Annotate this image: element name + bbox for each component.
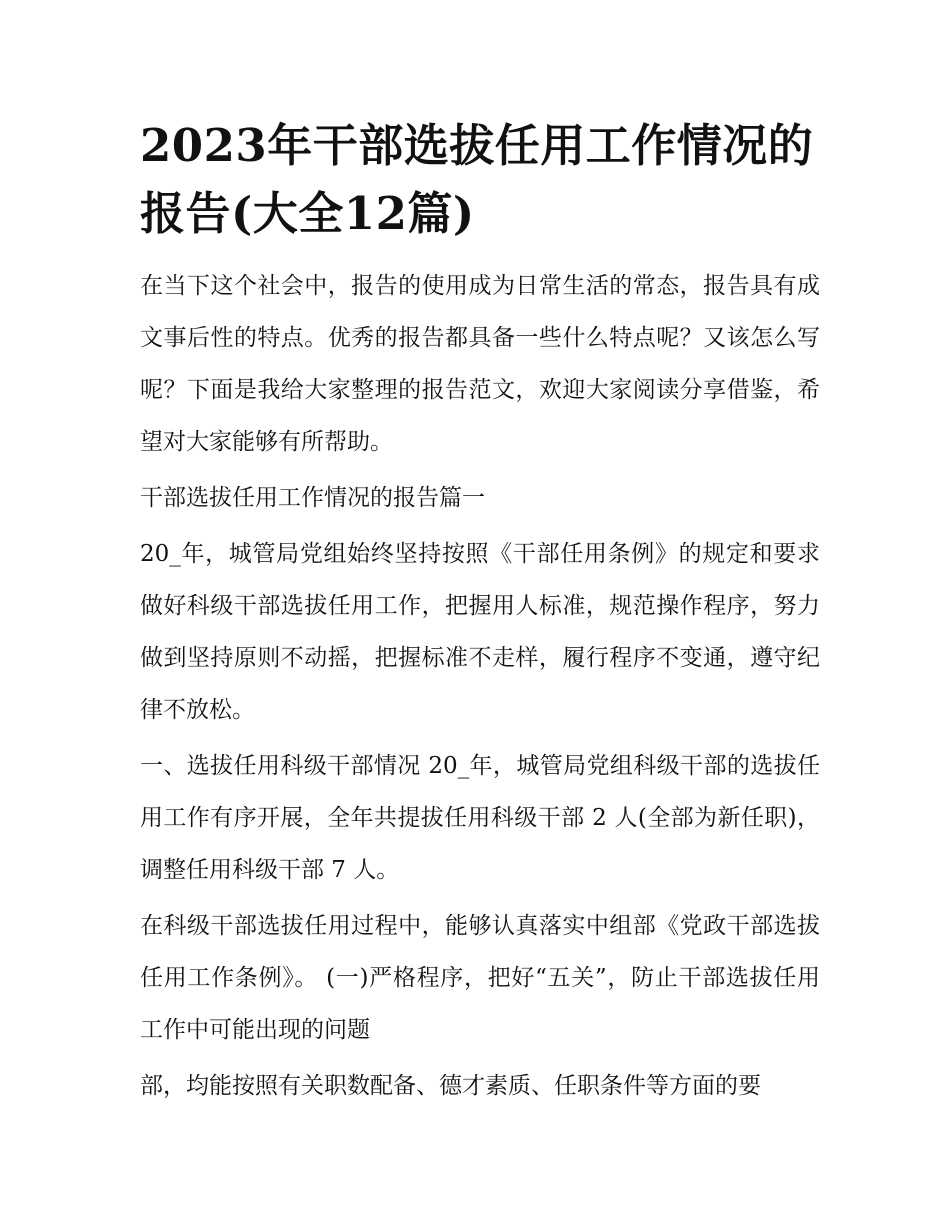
body-paragraph: 部，均能按照有关职数配备、德才素质、任职条件等方面的要 [140, 1073, 761, 1099]
document-page [140, 112, 820, 1112]
body-paragraph: 20_年，城管局党组始终坚持按照《干部任用条例》的规定和要求做好科级干部选拔任用工作，把握用人标准，规范操作程序，努力做到坚持原则不动摇，把握标准不走样，履行程序不变通，遵守纪律不放松。 [140, 541, 820, 723]
section-heading: 干部选拔任用工作情况的报告篇一 [140, 485, 485, 511]
document-title: 2023年干部选拔任用工作情况的报告(大全12篇) [140, 119, 814, 240]
body-paragraph: 在科级干部选拔任用过程中，能够认真落实中组部《党政干部选拔任用工作条例》。 (一)严格程序，把好“五关”，防止干部选拔任用工作中可能出现的问题 [140, 913, 820, 1043]
body-paragraph: 一、选拔任用科级干部情况 20_年，城管局党组科级干部的选拔任用工作有序开展，全年共提拔任用科级干部 2 人(全部为新任职)，调整任用科级干部 7 人。 [140, 753, 820, 883]
intro-paragraph: 在当下这个社会中，报告的使用成为日常生活的常态，报告具有成文事后性的特点。优秀的报告都具备一些什么特点呢？又该怎么写呢？下面是我给大家整理的报告范文，欢迎大家阅读分享借鉴，希望对大家能够有所帮助。 [140, 273, 820, 455]
